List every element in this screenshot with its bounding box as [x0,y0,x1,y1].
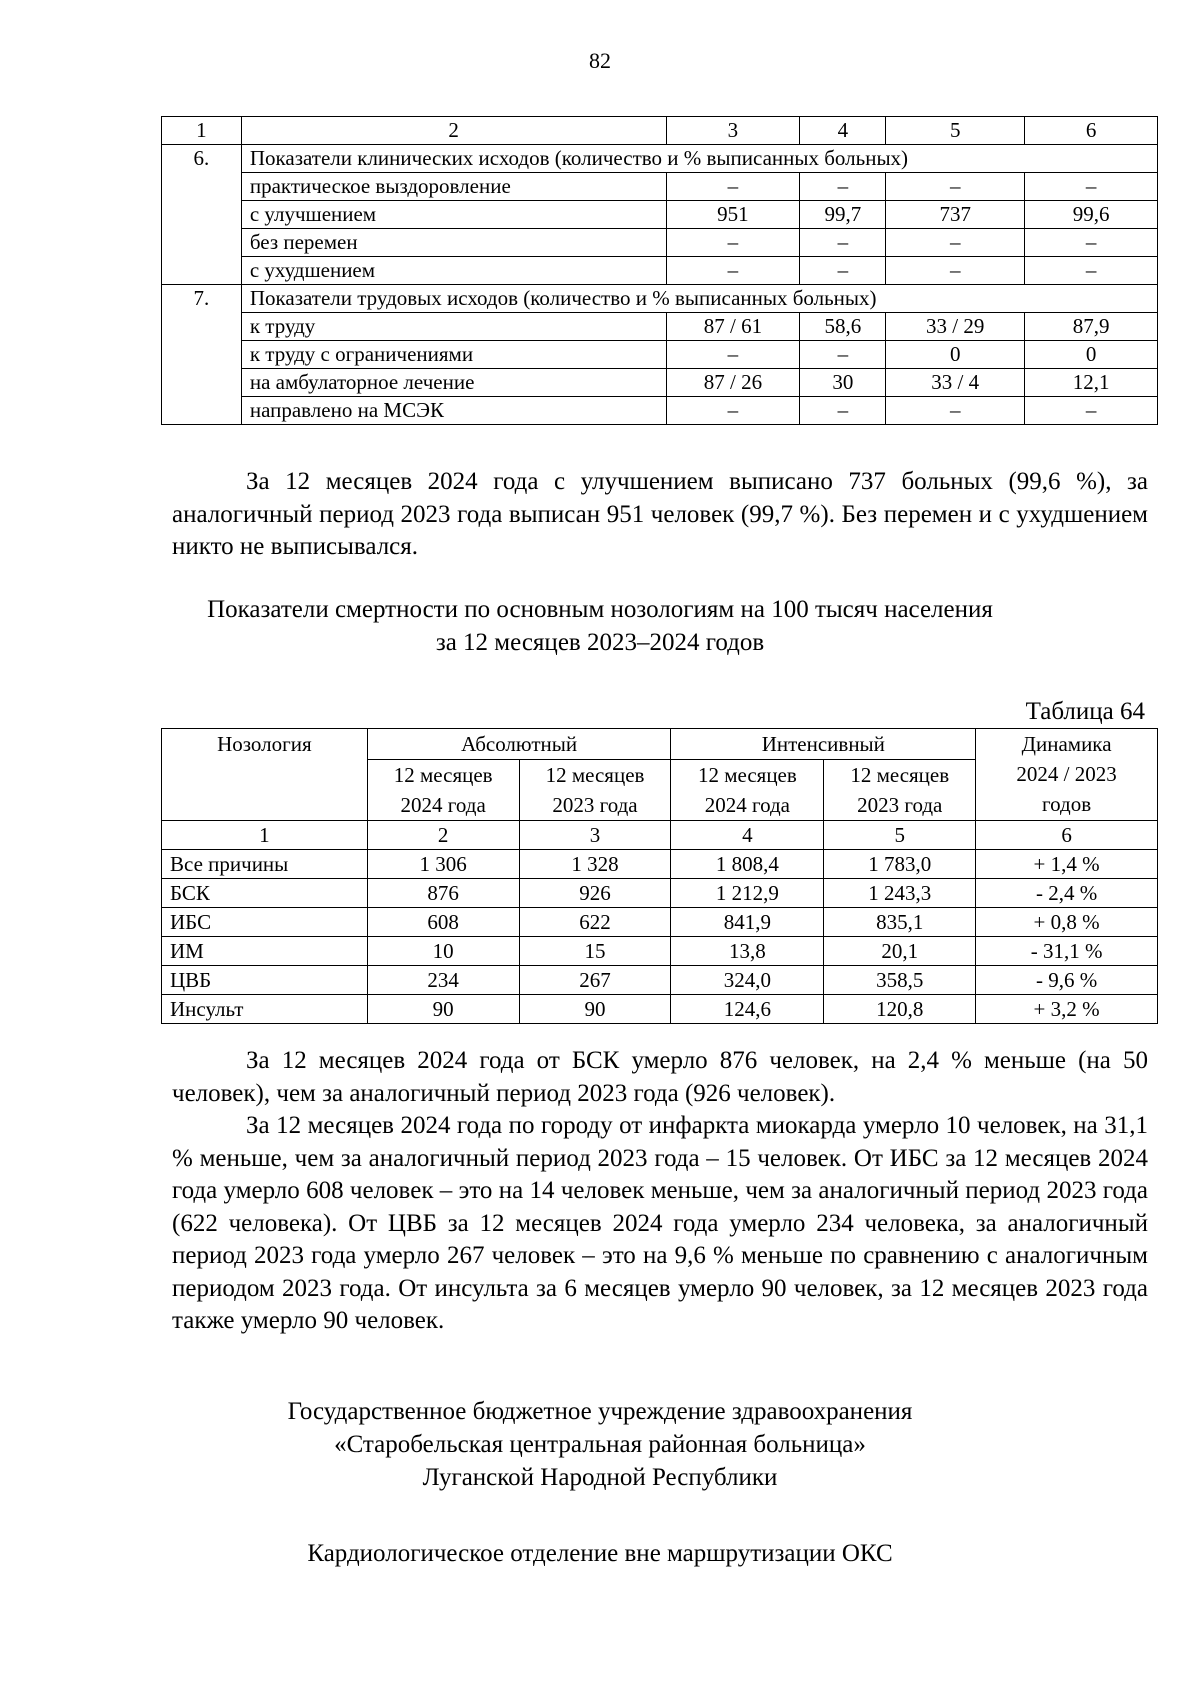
section-number: 7. [162,285,242,425]
row-label: с улучшением [241,201,666,229]
table-cell: – [1025,173,1158,201]
table-cell: – [666,341,800,369]
org-name-line2: «Старобельская центральная районная больница» [334,1431,866,1458]
page-number: 82 [589,48,611,73]
table-cell: 1 [162,117,242,145]
row-label: практическое выздоровление [241,173,666,201]
table-row [162,369,1158,397]
table-row [162,995,1158,1024]
table-row [162,313,1158,341]
table-cell: – [666,257,800,285]
table-cell: 10 [367,937,519,966]
section-heading-line2: за 12 месяцев 2023–2024 годов [435,629,765,656]
table-row [162,145,1158,173]
table-row [162,879,1158,908]
row-label: к труду с ограничениями [241,341,666,369]
table-cell: – [666,397,800,425]
table-row [162,397,1158,425]
table-row [162,908,1158,937]
header-dynamics-line: 2024 / 2023 [1016,762,1117,786]
table-cell: - 2,4 % [976,879,1158,908]
table-cell: – [800,173,886,201]
table-cell: 835,1 [824,908,976,937]
table-cell: 99,7 [800,201,886,229]
paragraph-mortality [172,1045,1148,1338]
clinical-outcomes-table [161,116,1158,425]
table-number-row [162,821,1158,850]
table-cell: – [886,257,1025,285]
table-cell: 5 [886,117,1025,145]
table-cell: – [1025,397,1158,425]
table-cell: 951 [666,201,800,229]
table-row [162,285,1158,313]
header-dynamics-line: Динамика [1021,732,1112,756]
table-cell: 1 783,0 [824,850,976,879]
row-label: Инсульт [162,995,368,1024]
table-cell: 87 / 61 [666,313,800,341]
table-cell: 4 [671,821,824,850]
subheader-int-2024 [671,760,824,821]
section-number: 6. [162,145,242,285]
table-cell: 1 808,4 [671,850,824,879]
table-row [162,229,1158,257]
table-cell: 90 [519,995,671,1024]
department-title: Кардиологическое отделение вне маршрутизации ОКС [307,1540,893,1567]
table-row [162,201,1158,229]
table-cell: 90 [367,995,519,1024]
table-row [162,341,1158,369]
table-cell: – [800,257,886,285]
table-cell: 4 [800,117,886,145]
table-cell: 3 [519,821,671,850]
table-cell: 2 [241,117,666,145]
table-cell: 841,9 [671,908,824,937]
table-cell: 6 [976,821,1158,850]
section-title: Показатели клинических исходов (количество и % выписанных больных) [241,145,1157,173]
table-cell: – [666,229,800,257]
table-cell: – [886,397,1025,425]
table-header-row [162,729,1158,760]
table-cell: + 3,2 % [976,995,1158,1024]
header-dynamics-line: годов [1042,792,1092,816]
paragraph-text: За 12 месяцев 2024 года с улучшением выписано 737 больных (99,6 %), за аналогичный период 2023 года выписан 951 человек (99,7 %). Без перемен и с ухудшением никто не выписывался. [172,468,1148,560]
table-header-row [162,117,1158,145]
header-intensive: Интенсивный [671,729,976,760]
paragraph-text: За 12 месяцев 2024 года по городу от инфаркта миокарда умерло 10 человек, на 31,1 % меньше, чем за аналогичный период 2023 года – 15 человек. От ИБС за 12 месяцев 2024 года умерло 608 человек – это на 14 человек меньше, чем за аналогичный период 2023 года (622 человека). От ЦВБ за 12 месяцев 2024 года умерло 234 человека, за аналогичный период 2023 года умерло 267 человек – это на 9,6 % меньше по сравнению с аналогичным периодом 2023 года. От инсульта за 6 месяцев умерло 90 человек, за 12 месяцев 2023 года также умерло 90 человек. [172,1112,1148,1334]
org-name-line3: Луганской Народной Республики [422,1464,778,1491]
subheader-int-2023 [824,760,976,821]
row-label: с ухудшением [241,257,666,285]
table-cell: 926 [519,879,671,908]
paragraph-outcomes [172,466,1148,564]
table-cell: 87 / 26 [666,369,800,397]
table-cell: – [800,397,886,425]
table-cell: 33 / 29 [886,313,1025,341]
table-cell: 234 [367,966,519,995]
table-cell: - 9,6 % [976,966,1158,995]
table-cell: 120,8 [824,995,976,1024]
table-cell: – [800,341,886,369]
subheader-line: 12 месяцев [697,763,797,787]
table-cell: 12,1 [1025,369,1158,397]
table-cell: 267 [519,966,671,995]
row-label: без перемен [241,229,666,257]
header-dynamics [976,729,1158,821]
table-cell: 622 [519,908,671,937]
row-label: ИБС [162,908,368,937]
table-row [162,850,1158,879]
table-row [162,257,1158,285]
subheader-line: 12 месяцев [393,763,493,787]
org-name-line1: Государственное бюджетное учреждение здравоохранения [287,1398,913,1425]
row-label: на амбулаторное лечение [241,369,666,397]
table-cell: 58,6 [800,313,886,341]
subheader-abs-2023 [519,760,671,821]
subheader-line: 2023 года [857,793,943,817]
header-absolute: Абсолютный [367,729,671,760]
header-nozology: Нозология [162,729,368,821]
table-cell: 1 328 [519,850,671,879]
row-label: направлено на МСЭК [241,397,666,425]
table-cell: 1 306 [367,850,519,879]
table-cell: 2 [367,821,519,850]
table-caption: Таблица 64 [1025,698,1145,725]
table-cell: – [886,229,1025,257]
table-cell: 30 [800,369,886,397]
subheader-line: 12 месяцев [545,763,645,787]
table-cell: 324,0 [671,966,824,995]
row-label: ЦВБ [162,966,368,995]
subheader-line: 2024 года [400,793,486,817]
table-cell: 124,6 [671,995,824,1024]
section-heading-line1: Показатели смертности по основным нозологиям на 100 тысяч населения [207,596,993,623]
table-cell: 3 [666,117,800,145]
table-cell: + 0,8 % [976,908,1158,937]
table-row [162,966,1158,995]
table-cell: – [1025,257,1158,285]
table-cell: 608 [367,908,519,937]
mortality-table [161,728,1158,1024]
table-row [162,173,1158,201]
table-cell: 6 [1025,117,1158,145]
table-cell: 13,8 [671,937,824,966]
table-cell: – [666,173,800,201]
table-cell: 0 [1025,341,1158,369]
table-cell: – [886,173,1025,201]
row-label: к труду [241,313,666,341]
table-cell: 87,9 [1025,313,1158,341]
subheader-line: 2024 года [704,793,790,817]
table-cell: – [800,229,886,257]
table-cell: 1 [162,821,368,850]
table-cell: 1 243,3 [824,879,976,908]
subheader-line: 2023 года [552,793,638,817]
subheader-line: 12 месяцев [850,763,950,787]
table-cell: 876 [367,879,519,908]
row-label: ИМ [162,937,368,966]
table-cell: 15 [519,937,671,966]
table-cell: 1 212,9 [671,879,824,908]
table-cell: 5 [824,821,976,850]
table-cell: 358,5 [824,966,976,995]
table-cell: 99,6 [1025,201,1158,229]
table-cell: – [1025,229,1158,257]
table-row [162,937,1158,966]
subheader-abs-2024 [367,760,519,821]
row-label: БСК [162,879,368,908]
table-cell: 0 [886,341,1025,369]
row-label: Все причины [162,850,368,879]
table-cell: + 1,4 % [976,850,1158,879]
table-cell: - 31,1 % [976,937,1158,966]
table-cell: 737 [886,201,1025,229]
table-cell: 20,1 [824,937,976,966]
table-cell: 33 / 4 [886,369,1025,397]
section-title: Показатели трудовых исходов (количество и % выписанных больных) [241,285,1157,313]
paragraph-text: За 12 месяцев 2024 года от БСК умерло 876 человек, на 2,4 % меньше (на 50 человек), чем за аналогичный период 2023 года (926 человек). [172,1047,1148,1107]
